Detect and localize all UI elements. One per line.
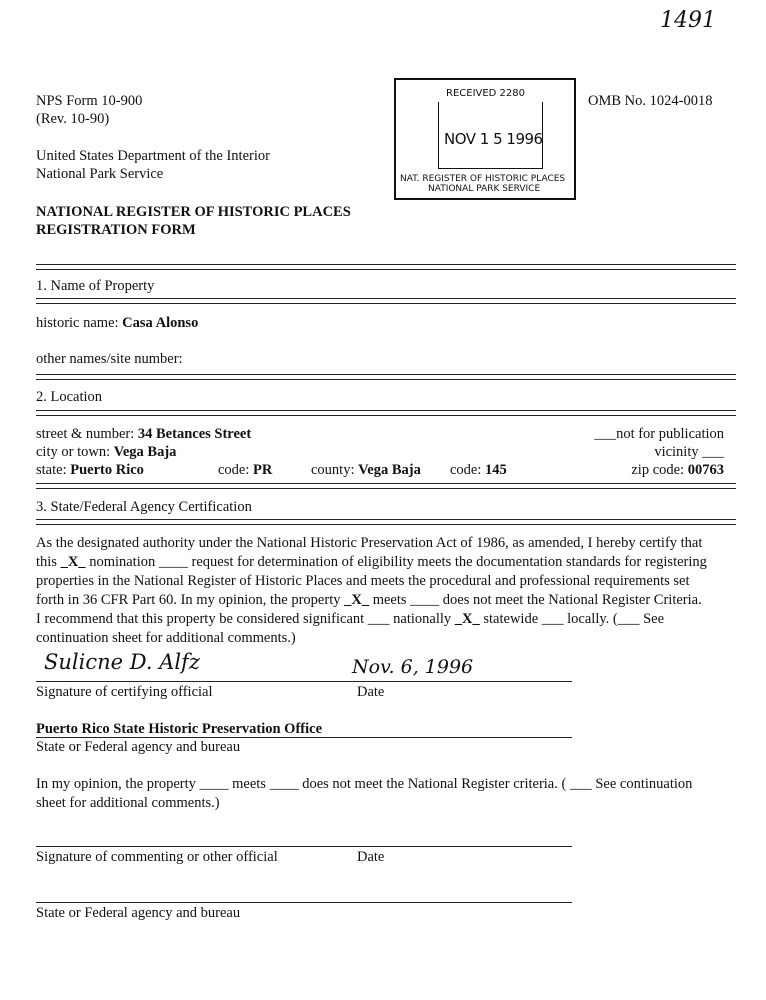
comment-signature-line	[36, 846, 572, 847]
divider	[36, 298, 736, 304]
certification-line-3: properties in the National Register of Historic Places and meets the procedural and professional requirements set	[36, 573, 690, 589]
zip-label: zip code:	[631, 462, 685, 478]
county-value: Vega Baja	[358, 462, 421, 478]
cert-text: meets ____ does not meet the National Register Criteria.	[369, 592, 702, 608]
historic-name-label: historic name:	[36, 315, 119, 331]
agency-line	[36, 737, 572, 738]
section2-heading: 2. Location	[36, 389, 103, 405]
zip-code	[631, 462, 724, 479]
city-value: Vega Baja	[113, 444, 177, 460]
handwritten-signature: Sulicne D. Alfz	[44, 650, 200, 674]
form-title-line1: NATIONAL REGISTER OF HISTORIC PLACES	[36, 204, 351, 220]
state-row	[36, 462, 144, 479]
county	[311, 462, 421, 479]
meets-mark: _X_	[344, 592, 370, 608]
historic-name-value: Casa Alonso	[122, 315, 199, 331]
state-code-value: PR	[253, 462, 273, 478]
cert-text: nomination ____ request for determination of eligibility meets the documentation standards for registering	[85, 554, 707, 570]
certification-line-1: As the designated authority under the National Historic Preservation Act of 1986, as amended, I hereby certify that	[36, 535, 703, 551]
street-row	[36, 426, 251, 443]
certification-line-2	[36, 554, 707, 571]
city-label: city or town:	[36, 444, 111, 460]
received-stamp	[394, 78, 576, 200]
county-code-value: 145	[485, 462, 507, 478]
agency-label-2: State or Federal agency and bureau	[36, 905, 241, 921]
certification-line-5	[36, 611, 664, 628]
section1-heading: 1. Name of Property	[36, 278, 155, 294]
state-value: Puerto Rico	[70, 462, 144, 478]
divider	[36, 483, 736, 489]
agency-service: National Park Service	[36, 166, 164, 182]
zip-value: 00763	[687, 462, 724, 478]
stamp-date: NOV 1 5 1996	[444, 130, 543, 148]
department: United States Department of the Interior	[36, 148, 270, 164]
city-row	[36, 444, 176, 461]
form-title-line2: REGISTRATION FORM	[36, 222, 196, 238]
certification-line-6: continuation sheet for additional comments.)	[36, 630, 296, 646]
agency-line-2	[36, 902, 572, 903]
comment-signature-label: Signature of commenting or other official	[36, 849, 278, 865]
county-label: county:	[311, 462, 355, 478]
street-label: street & number:	[36, 426, 135, 442]
form-revision: (Rev. 10-90)	[36, 111, 110, 127]
divider	[36, 374, 736, 380]
agency-label: State or Federal agency and bureau	[36, 739, 241, 755]
state-code-label: code:	[218, 462, 250, 478]
signature-label: Signature of certifying official	[36, 684, 213, 700]
vicinity: vicinity ___	[654, 444, 724, 460]
cert-text: I recommend that this property be considered significant ___ nationally	[36, 611, 455, 627]
statewide-mark: _X_	[454, 611, 480, 627]
divider	[36, 519, 736, 525]
county-code	[450, 462, 507, 479]
cert-text: statewide ___ locally. (___ See	[479, 611, 665, 627]
handwritten-page-number: 1491	[660, 8, 716, 33]
historic-name-row	[36, 315, 198, 332]
certification-line-4	[36, 592, 702, 609]
opinion-line-1: In my opinion, the property ____ meets ____ does not meet the National Register criteria. ( ___ See continuation	[36, 776, 693, 792]
cert-text: this	[36, 554, 61, 570]
agency-name: Puerto Rico State Historic Preservation Office	[36, 721, 323, 737]
divider	[36, 264, 736, 270]
divider	[36, 410, 736, 416]
form-number: NPS Form 10-900	[36, 93, 143, 109]
stamp-received: RECEIVED 2280	[446, 88, 526, 99]
state-label: state:	[36, 462, 67, 478]
date-label: Date	[357, 684, 385, 700]
comment-date-label: Date	[357, 849, 385, 865]
street-value: 34 Betances Street	[137, 426, 252, 442]
not-for-publication: ___not for publication	[594, 426, 724, 442]
stamp-line2: NATIONAL PARK SERVICE	[428, 184, 541, 194]
opinion-line-2: sheet for additional comments.)	[36, 795, 220, 811]
signature-line	[36, 681, 572, 682]
section3-heading: 3. State/Federal Agency Certification	[36, 499, 252, 515]
omb-number: OMB No. 1024-0018	[588, 93, 713, 109]
county-code-label: code:	[450, 462, 482, 478]
nomination-mark: _X_	[60, 554, 86, 570]
stamp-line1: NAT. REGISTER OF HISTORIC PLACES	[400, 174, 566, 184]
cert-text: forth in 36 CFR Part 60. In my opinion, the property	[36, 592, 345, 608]
state-code	[218, 462, 272, 479]
other-names-label: other names/site number:	[36, 351, 183, 367]
handwritten-date: Nov. 6, 1996	[352, 656, 474, 678]
